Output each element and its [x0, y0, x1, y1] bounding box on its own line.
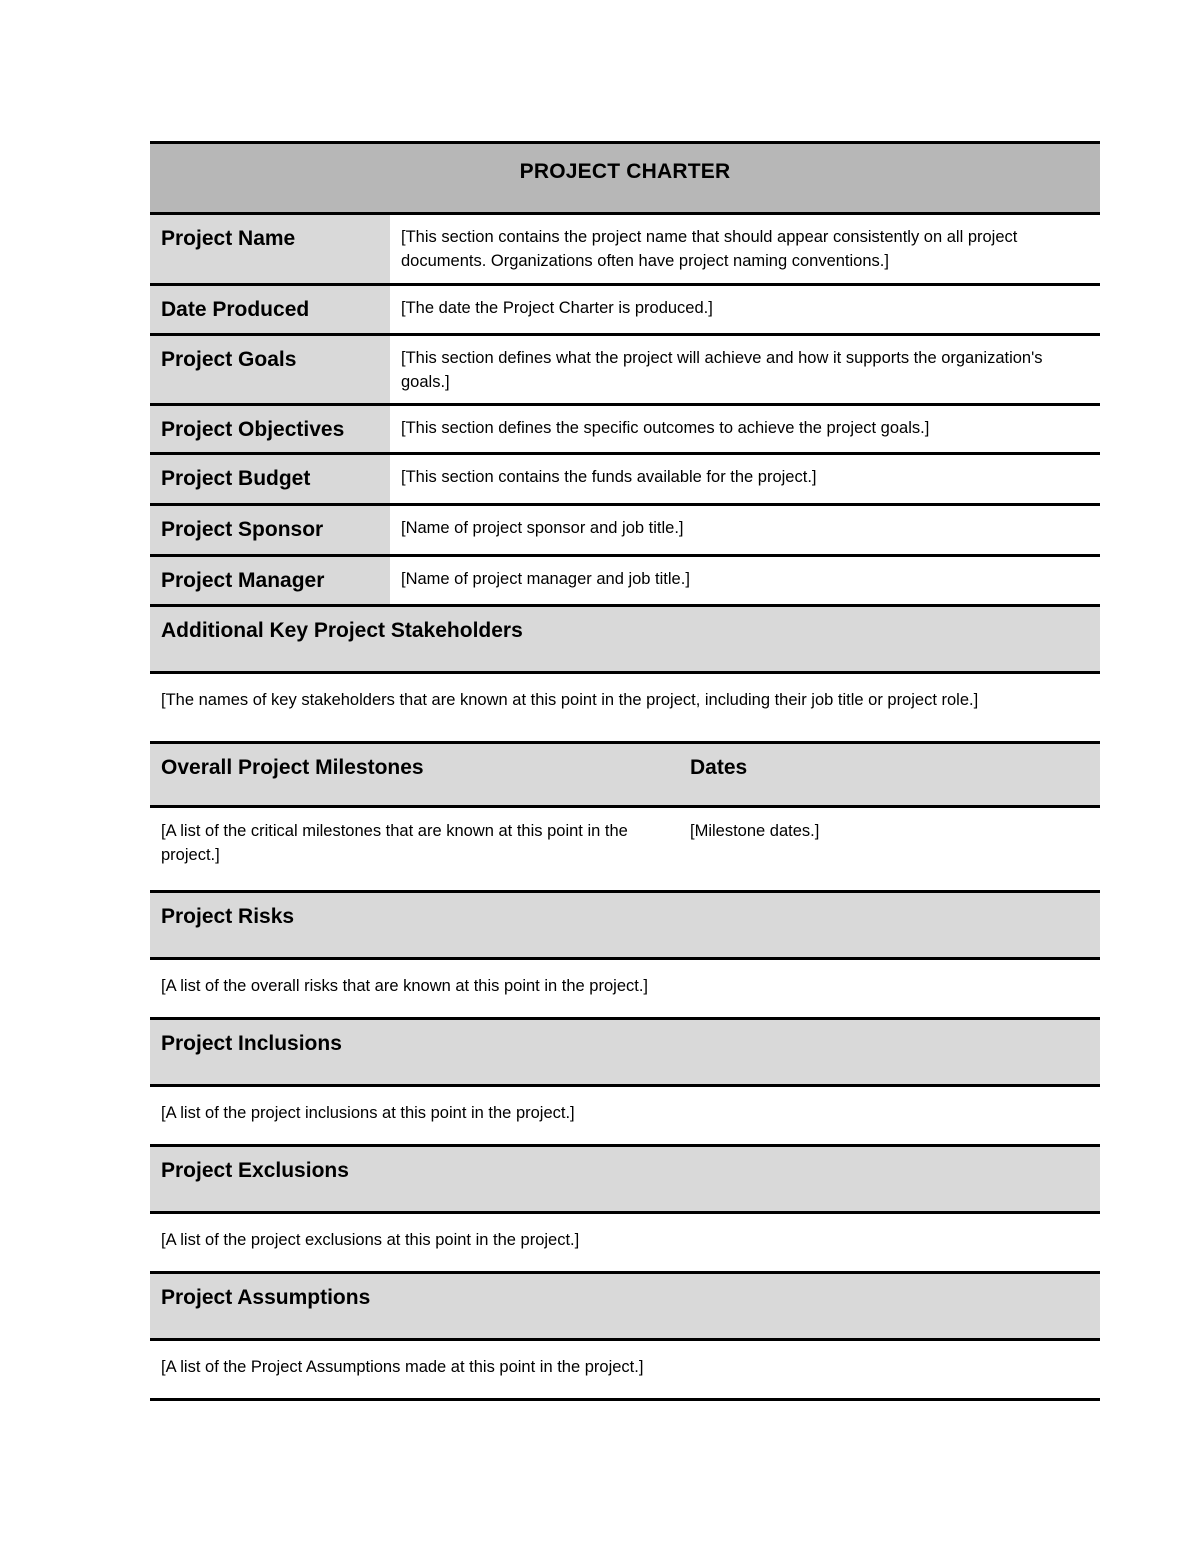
date-produced-label: Date Produced — [150, 286, 390, 333]
milestones-header-row — [150, 741, 1100, 808]
milestones-body: [A list of the critical milestones that are known at this point in the project.] — [161, 822, 628, 864]
assumptions-section — [150, 1274, 1100, 1401]
project-name-label: Project Name — [150, 215, 390, 283]
date-produced-row — [150, 286, 1100, 336]
stakeholders-body: [The names of key stakeholders that are known at this point in the project, including their job title or project role.] — [161, 691, 979, 709]
charter-title: PROJECT CHARTER — [519, 160, 731, 183]
inclusions-body: [A list of the project inclusions at this point in the project.] — [150, 1087, 1100, 1147]
charter-title-row — [150, 141, 1100, 215]
exclusions-body: [A list of the project exclusions at this point in the project.] — [150, 1214, 1100, 1274]
milestones-heading: Overall Project Milestones — [161, 756, 424, 779]
project-manager-value: [Name of project manager and job title.] — [401, 570, 690, 588]
exclusions-section — [150, 1147, 1100, 1274]
project-goals-value: [This section defines what the project will achieve and how it supports the organization's goals.] — [401, 349, 1043, 391]
project-name-value: [This section contains the project name that should appear consistently on all project documents. Organizations often have project naming conventions.] — [401, 228, 1018, 270]
project-charter-document — [150, 141, 1100, 1401]
inclusions-heading: Project Inclusions — [150, 1020, 1100, 1087]
risks-section — [150, 893, 1100, 1020]
project-objectives-value: [This section defines the specific outcomes to achieve the project goals.] — [401, 419, 930, 437]
project-manager-label: Project Manager — [150, 557, 390, 604]
project-goals-label: Project Goals — [150, 336, 390, 403]
milestone-dates-heading: Dates — [690, 756, 748, 779]
date-produced-value: [The date the Project Charter is produced.] — [401, 299, 713, 317]
stakeholders-heading: Additional Key Project Stakeholders — [150, 607, 1100, 674]
project-budget-label: Project Budget — [150, 455, 390, 503]
milestones-body-row — [150, 808, 1100, 893]
project-objectives-row — [150, 406, 1100, 455]
project-budget-row — [150, 455, 1100, 506]
project-objectives-label: Project Objectives — [150, 406, 390, 452]
project-sponsor-row — [150, 506, 1100, 557]
project-goals-row — [150, 336, 1100, 406]
assumptions-body: [A list of the Project Assumptions made at this point in the project.] — [150, 1341, 1100, 1401]
project-name-row — [150, 215, 1100, 286]
exclusions-heading: Project Exclusions — [150, 1147, 1100, 1214]
stakeholders-section — [150, 607, 1100, 741]
risks-heading: Project Risks — [150, 893, 1100, 960]
inclusions-section — [150, 1020, 1100, 1147]
project-sponsor-value: [Name of project sponsor and job title.] — [401, 519, 684, 537]
risks-body: [A list of the overall risks that are known at this point in the project.] — [150, 960, 1100, 1020]
project-budget-value: [This section contains the funds available for the project.] — [401, 468, 817, 486]
project-sponsor-label: Project Sponsor — [150, 506, 390, 554]
project-manager-row — [150, 557, 1100, 607]
assumptions-heading: Project Assumptions — [150, 1274, 1100, 1341]
milestone-dates-body: [Milestone dates.] — [690, 822, 820, 840]
